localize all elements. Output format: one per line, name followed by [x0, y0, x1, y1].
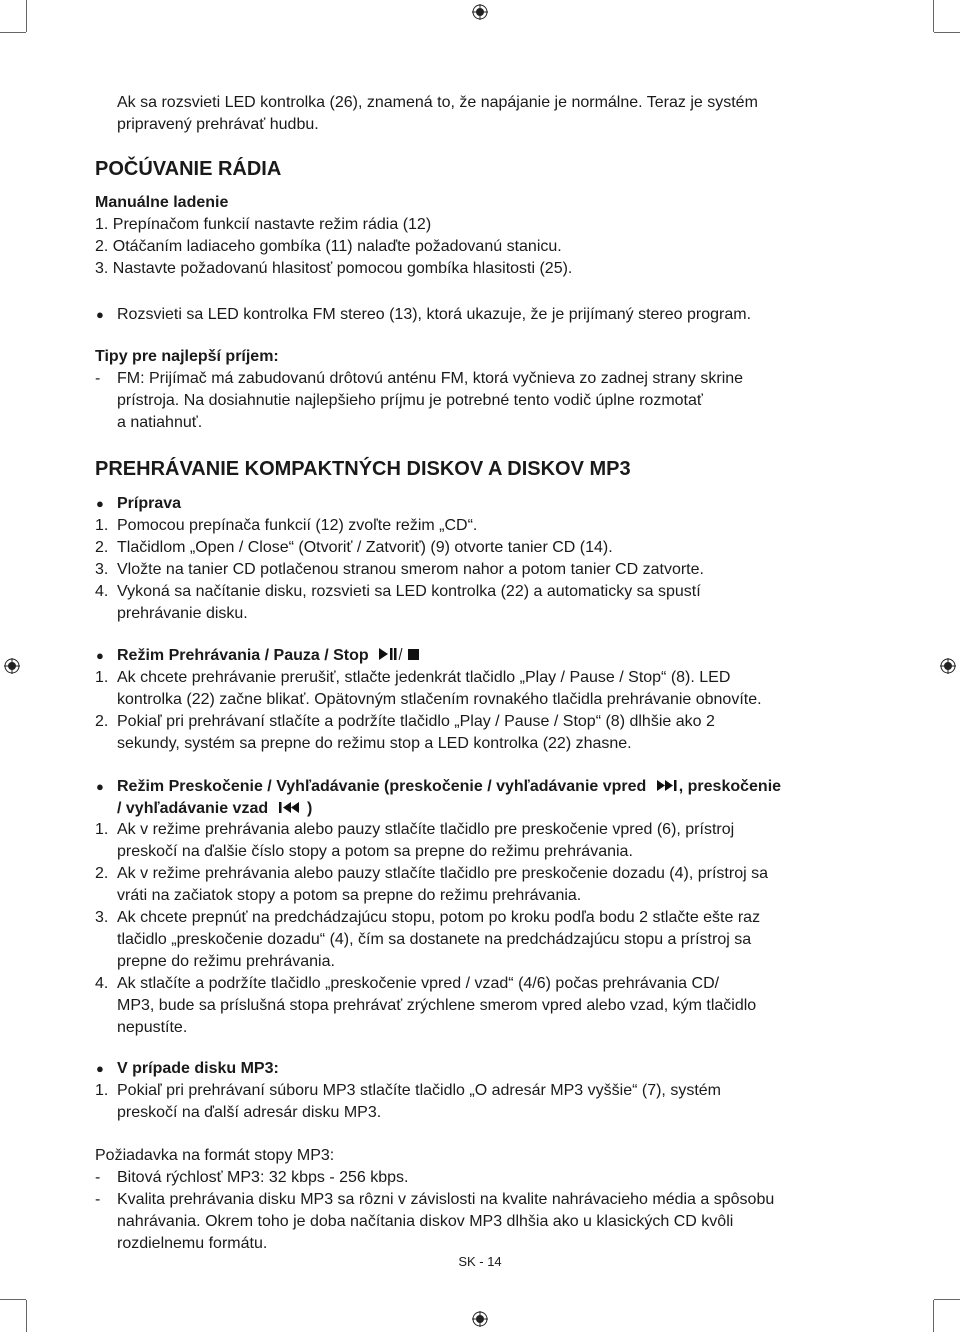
skip-line: Ak v režime prehrávania alebo pauzy stlačíte tlačidlo pre preskočenie vpred (6), prístroj [117, 821, 735, 838]
section-title: PREHRÁVANIE KOMPAKTNÝCH DISKOV A DISKOV MP3 [95, 458, 631, 480]
prep-marker: 4. [95, 583, 109, 600]
prep-line: prehrávanie disku. [117, 605, 248, 622]
skip-next-icon [657, 777, 679, 799]
bullet-dot: ● [96, 1061, 104, 1076]
registration-mark-icon [472, 4, 488, 20]
mode-title: Režim Prehrávania / Pauza / Stop [117, 647, 369, 664]
req-marker: - [95, 1191, 101, 1208]
intro-line: pripravený prehrávať hudbu. [117, 116, 319, 133]
dash-marker: - [95, 370, 101, 387]
tip-line: FM: Prijímač má zabudovanú drôtovú anténu FM, ktorá vyčnieva zo zadnej strany skrine [117, 370, 744, 387]
mode-marker: 1. [95, 669, 109, 686]
skip-prev-icon [279, 799, 303, 821]
skip-line: Ak stlačíte a podržíte tlačidlo „preskočenie vpred / vzad“ (4/6) počas prehrávania CD/ [117, 975, 720, 992]
intro-line: Ak sa rozsvieti LED kontrolka (26), znamená to, že napájanie je normálne. Teraz je systém [117, 94, 758, 111]
subsection-title [117, 645, 419, 668]
mode-line: sekundy, systém sa prepne do režimu stop a LED kontrolka (22) zhasne. [117, 735, 632, 752]
skip-title-part: Režim Preskočenie / Vyhľadávanie (preskočenie / vyhľadávanie vpred [117, 778, 647, 795]
skip-marker: 4. [95, 975, 109, 992]
mp3-line: preskočí na ďalší adresár disku MP3. [117, 1104, 382, 1121]
req-line: Bitová rýchlosť MP3: 32 kbps - 256 kbps. [117, 1169, 409, 1186]
subsection-title: V prípade disku MP3: [117, 1060, 279, 1077]
skip-marker: 2. [95, 865, 109, 882]
crop-mark [0, 32, 26, 33]
mp3-marker: 1. [95, 1082, 109, 1099]
bullet-dot: ● [96, 496, 104, 511]
prep-line: Tlačidlom „Open / Close“ (Otvoriť / Zatvoriť) (9) otvorte tanier CD (14). [117, 539, 613, 556]
skip-line: prepne do režimu prehrávania. [117, 953, 335, 970]
subsection-title: Príprava [117, 495, 182, 512]
mode-marker: 2. [95, 713, 109, 730]
registration-mark-icon [4, 658, 20, 674]
tips-title: Tipy pre najlepší príjem: [95, 348, 279, 365]
skip-line: nepustíte. [117, 1019, 188, 1036]
play-pause-icon [379, 646, 407, 668]
skip-marker: 1. [95, 821, 109, 838]
crop-mark [934, 32, 960, 33]
skip-title-part: , preskočenie [678, 778, 782, 795]
skip-line: vráti na začiatok stopy a potom sa prepne do režimu prehrávania. [117, 887, 582, 904]
crop-mark [933, 1300, 934, 1332]
list-item: 1. Prepínačom funkcií nastavte režim rádia (12) [95, 216, 432, 233]
prep-marker: 1. [95, 517, 109, 534]
page-number: SK - 14 [458, 1254, 502, 1269]
subsection-title: Manuálne ladenie [95, 194, 229, 211]
subsection-title [117, 776, 781, 799]
bullet-dot: ● [96, 648, 104, 663]
subsection-title [117, 798, 312, 821]
mode-line: Pokiaľ pri prehrávaní stlačíte a podržíte tlačidlo „Play / Pause / Stop“ (8) dlhšie ako 2 [117, 713, 715, 730]
list-item: 2. Otáčaním ladiaceho gombíka (11) nalaďte požadovanú stanicu. [95, 238, 562, 255]
requirements-title: Požiadavka na formát stopy MP3: [95, 1147, 335, 1164]
skip-line: preskočí na ďalšie číslo stopy a potom sa prepne do režimu prehrávania. [117, 843, 633, 860]
crop-mark [934, 1299, 960, 1300]
stop-icon [408, 649, 419, 660]
skip-line: tlačidlo „preskočenie dozadu“ (4), čím sa dostanete na predchádzajúcu stopu a prístroj sa [117, 931, 752, 948]
prep-marker: 3. [95, 561, 109, 578]
tip-line: a natiahnuť. [117, 414, 203, 431]
req-marker: - [95, 1169, 101, 1186]
crop-mark [933, 0, 934, 32]
skip-line: Ak v režime prehrávania alebo pauzy stlačíte tlačidlo pre preskočenie dozadu (4), prístroj sa [117, 865, 768, 882]
registration-mark-icon [940, 658, 956, 674]
tip-line: prístroja. Na dosiahnutie najlepšieho príjmu je potrebné tento vodič úplne rozmotať [117, 392, 703, 409]
prep-line: Vložte na tanier CD potlačenou stranou smerom nahor a potom tanier CD zatvorte. [117, 561, 704, 578]
prep-marker: 2. [95, 539, 109, 556]
skip-title-part: / vyhľadávanie vzad [117, 800, 269, 817]
crop-mark [0, 1299, 26, 1300]
section-title: POČÚVANIE RÁDIA [95, 158, 282, 180]
req-line: Kvalita prehrávania disku MP3 sa rôzni v závislosti na kvalite nahrávacieho média a spôsobu [117, 1191, 775, 1208]
skip-line: Ak chcete prepnúť na predchádzajúcu stopu, potom po kroku podľa bodu 2 stlačte ešte raz [117, 909, 761, 926]
skip-marker: 3. [95, 909, 109, 926]
mode-line: kontrolka (22) začne blikať. Opätovným stlačením rovnakého tlačidla prehrávanie obnovíte. [117, 691, 762, 708]
note-text: Rozsvieti sa LED kontrolka FM stereo (13), ktorá ukazuje, že je prijímaný stereo program. [117, 306, 752, 323]
crop-mark [26, 0, 27, 32]
prep-line: Vykoná sa načítanie disku, rozsvieti sa LED kontrolka (22) a automaticky sa spustí [117, 583, 701, 600]
bullet-dot: ● [96, 779, 104, 794]
skip-title-part: ) [307, 800, 313, 817]
req-line: rozdielnemu formátu. [117, 1235, 268, 1252]
crop-mark [26, 1300, 27, 1332]
mp3-line: Pokiaľ pri prehrávaní súboru MP3 stlačíte tlačidlo „O adresár MP3 vyššie“ (7), systém [117, 1082, 721, 1099]
bullet-dot: ● [96, 307, 104, 322]
registration-mark-icon [472, 1311, 488, 1327]
list-item: 3. Nastavte požadovanú hlasitosť pomocou gombíka hlasitosti (25). [95, 260, 573, 277]
mode-line: Ak chcete prehrávanie prerušiť, stlačte jedenkrát tlačidlo „Play / Pause / Stop“ (8). LED [117, 669, 731, 686]
skip-line: MP3, bude sa príslušná stopa prehrávať zrýchlene smerom vpred alebo vzad, kým tlačidlo [117, 997, 757, 1014]
prep-line: Pomocou prepínača funkcií (12) zvoľte režim „CD“. [117, 517, 478, 534]
req-line: nahrávania. Okrem toho je doba načítania diskov MP3 dlhšia ako u klasických CD kvôli [117, 1213, 734, 1230]
